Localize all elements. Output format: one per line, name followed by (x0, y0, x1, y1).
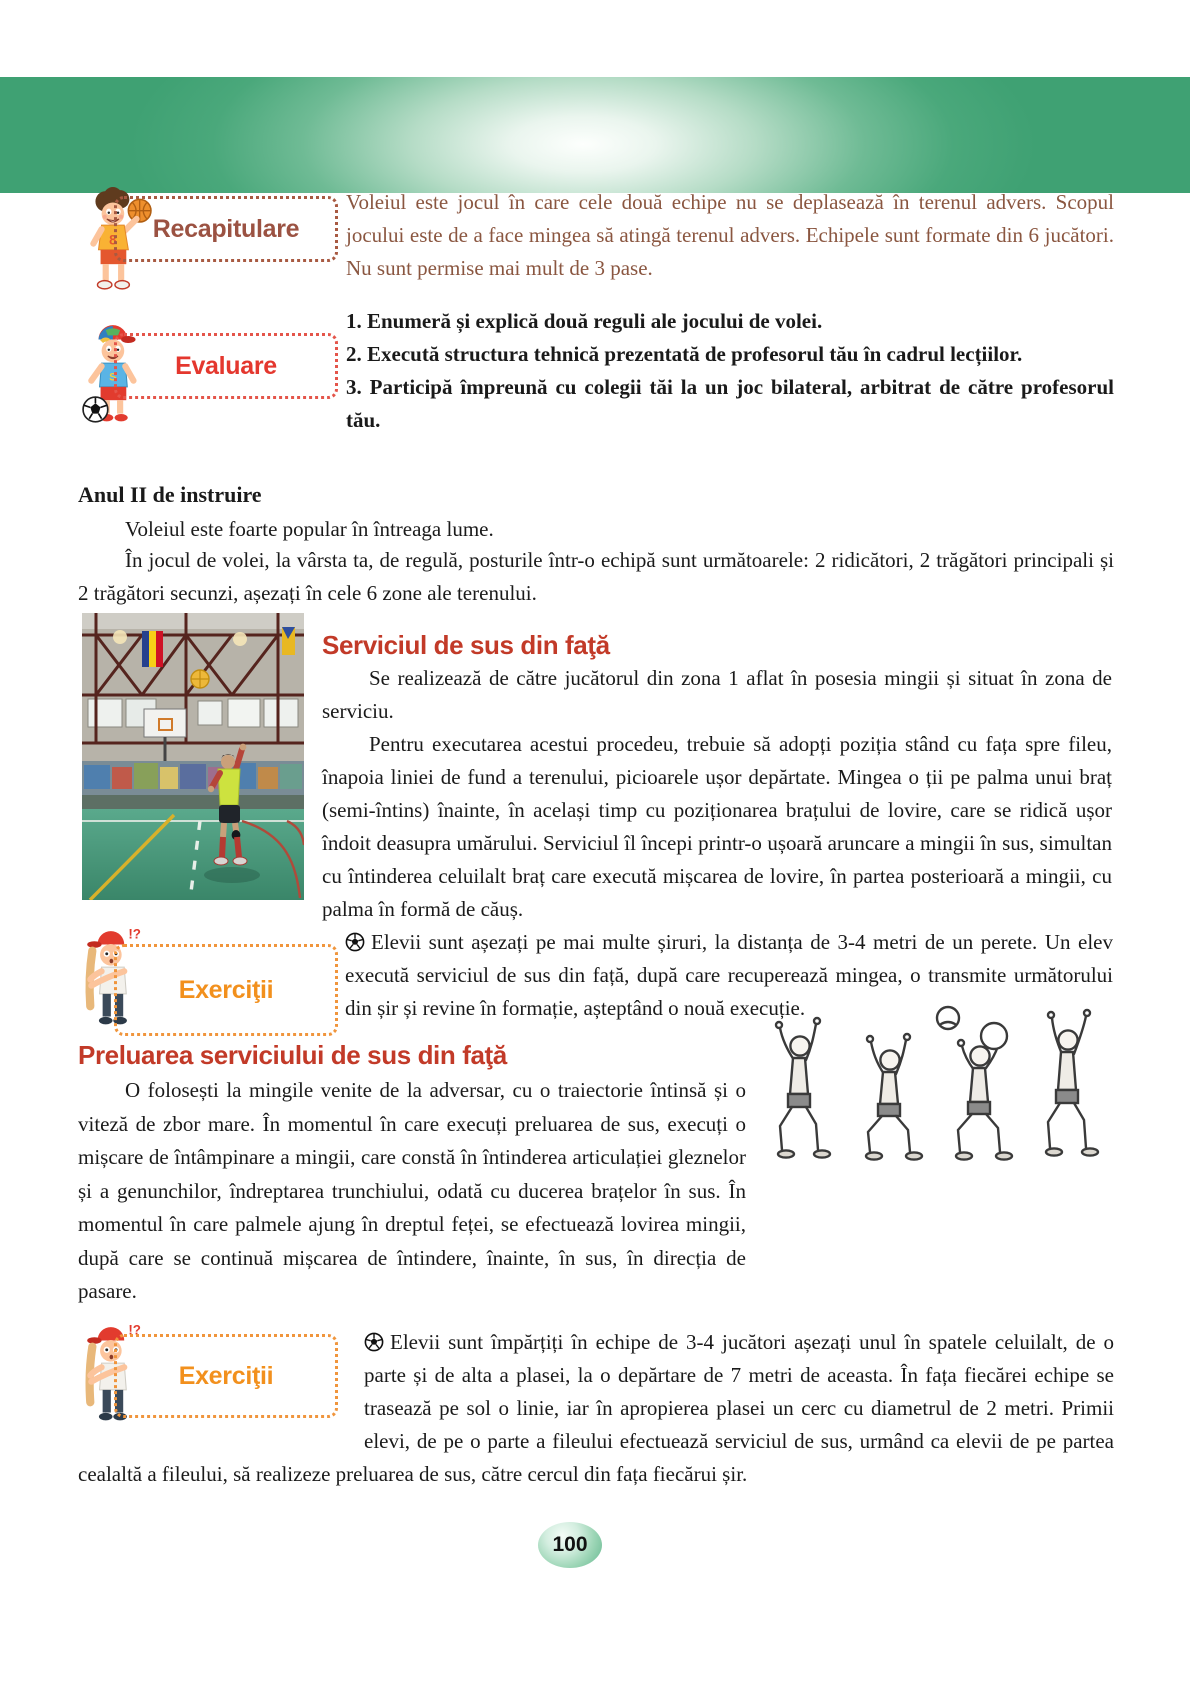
serve-para2: Pentru executarea acestui procedeu, trebuie să adopți poziția stând cu fața spre fileu, înapoia liniei de fund a terenului, picioarele ușor depărtate. Mingea o ții pe palma unui braț (semi-întins) înainte, în același timp cu poziționarea brațului de lovire, care se ridică ușor îndoit deasupra umărului. Serviciul îl începi printr-o ușoară aruncare a mingii în sus, simultan cu întinderea celuilalt braț care execută mișcarea de lovire, în partea posterioară a mingii, cu palma în formă de căuș. (322, 732, 1112, 921)
evaluare-item: 2. Execută structura tehnică prezentată de profesorul tău în cadrul lecțiilor. (346, 342, 1023, 366)
evaluare-badge (78, 305, 340, 435)
gym-photo-illustration (82, 613, 304, 900)
year-para1: Voleiul este foarte popular în întreaga lume. (125, 517, 494, 541)
serve-para1: Se realizează de către jucătorul din zona 1 aflat în posesia mingii și situat în zona de serviciu. (322, 666, 1112, 723)
serve-heading: Serviciul de sus din faţă (322, 630, 610, 660)
exercises2-section (78, 1326, 1114, 1491)
receive-heading: Preluarea serviciului de sus din faţă (78, 1040, 507, 1070)
exercises1-label: Exerciţii (114, 944, 338, 1036)
overhead-pass-sequence-drawing (752, 1002, 1120, 1170)
exercises1-text: Elevii sunt așezați pe mai multe șiruri, la distanța de 3-4 metri de un perete. Un elev execută serviciul de sus din față, după care recuperează mingea, o transmite următorului din șir și revine în formație, așteptând o nouă execuție. (345, 930, 1113, 1020)
evaluare-label: Evaluare (114, 333, 338, 399)
soccer-ball-icon (345, 932, 365, 952)
evaluare-item: 3. Participă împreună cu colegii tăi la un joc bilateral, arbitrat de către profesorul tău. (346, 375, 1114, 432)
page-number-badge (538, 1522, 602, 1568)
recapitulare-section (78, 186, 1114, 285)
exercises2-text: Elevii sunt împărțiți în echipe de 3-4 jucători așezați unul în spatele celuilalt, de o parte și de alta a plasei, la o depărtare de 7 metri de aceasta. În fața fiecărei echipe se trasează pe sol o linie, iar în apropierea plasei un cerc cu diametrul de 2 metri. Primii elevi, de pe o parte a fileului efectuează serviciul de sus, urmând ca elevii de pe partea cealaltă a fileului, să realizeze preluarea de sus, către cercul din fața fiecărui șir. (78, 1330, 1114, 1486)
evaluare-items (346, 305, 1114, 437)
evaluare-section (78, 305, 1114, 437)
graffiti-wall (82, 761, 304, 795)
recapitulare-label: Recapitulare (114, 196, 338, 262)
exercises1-badge (78, 922, 340, 1044)
recapitulare-text: Voleiul este jocul în care cele două echipe nu se deplasează în terenul advers. Scopul jocului este de a face mingea să atingă terenul advers. Echipele sunt formate din 6 jucători. Nu sunt permise mai mult de 3 pase. (346, 190, 1114, 280)
receive-para: O folosești la mingile venite de la adversar, cu o traiectorie întinsă și o viteză de zbor mare. În momentul în care execuți preluarea de sus, execuți o mișcare de întâmpinare a mingii, care constă în întinderea articulației gleznelor și a genunchilor, îndreptarea trunchiului, odată cu ducerea brațelor în sus. În momentul în care palmele ajung în dreptul feței, se efectuează lovirea mingii, după care se continuă mișcarea de întindere, înainte, în sus, în direcția de pasare. (78, 1078, 746, 1303)
recapitulare-badge (78, 186, 340, 282)
exercises2-label: Exerciţii (114, 1334, 338, 1418)
evaluare-item: 1. Enumeră și explică două reguli ale jocului de volei. (346, 309, 823, 333)
soccer-ball-icon (364, 1332, 384, 1352)
year-heading: Anul II de instruire (78, 482, 262, 507)
header-green-band (0, 77, 1190, 193)
exercises2-badge (78, 1326, 358, 1434)
page-number: 100 (552, 1533, 588, 1556)
year-para2: În jocul de volei, la vârsta ta, de regulă, posturile într-o echipă sunt următoarele: 2 ridicători, 2 trăgători principali și 2 trăgători secunzi, așezați în cele 6 zone ale terenului. (78, 548, 1114, 605)
romanian-flag (142, 631, 163, 667)
gym-serve-photo (82, 613, 304, 900)
